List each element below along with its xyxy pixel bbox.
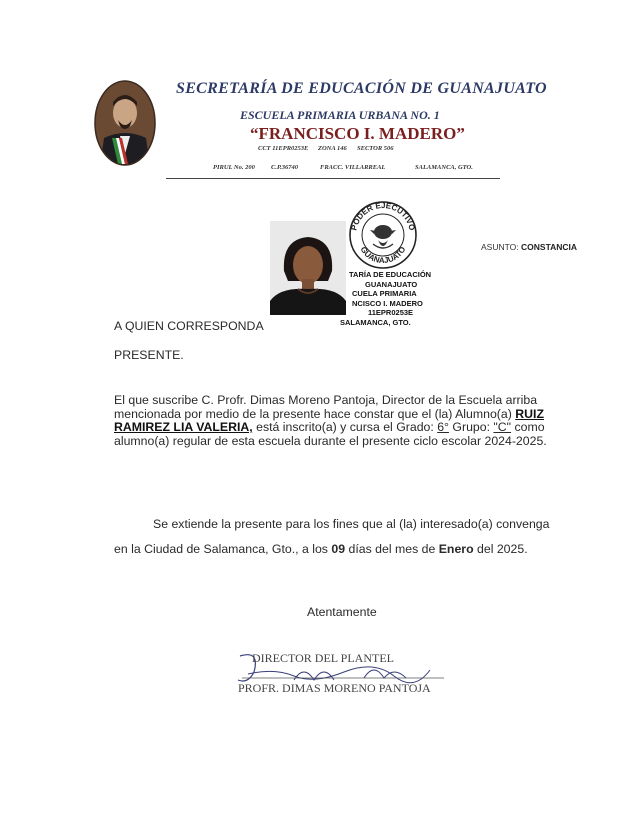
header-secretaria: SECRETARÍA DE EDUCACIÓN DE GUANAJUATO <box>176 80 547 97</box>
header-address-cp: C.P.36740 <box>271 164 298 171</box>
closing-line-1: Se extiende la presente para los fines que al (la) interesado(a) convenga <box>153 517 550 531</box>
seal-bottom-text: GUANAJUATO <box>358 245 408 266</box>
signer-name: PROFR. DIMAS MORENO PANTOJA <box>238 681 431 695</box>
presente: PRESENTE. <box>114 348 184 362</box>
school-stamp <box>340 270 432 327</box>
body-intro: El que suscribe C. Profr. Dimas Moreno Pantoja, Director de la Escuela arriba mencionada por medio de la presente hace constar que el (la) Alumno(a) <box>114 393 538 421</box>
header-zona: ZONA 146 <box>318 145 347 152</box>
subject-value: CONSTANCIA <box>521 242 578 252</box>
header-school: ESCUELA PRIMARIA URBANA NO. 1 <box>240 108 440 122</box>
stamp-line: SALAMANCA, GTO. <box>340 317 411 327</box>
group-value: "C" <box>493 420 512 434</box>
body-group-text: Grupo: <box>452 420 490 434</box>
closing-year: del 2025. <box>477 542 528 556</box>
stamp-line: CUELA PRIMARIA <box>352 289 417 298</box>
official-seal <box>348 200 418 270</box>
closing-days-text: días del mes de <box>348 542 436 556</box>
subject-line <box>481 242 577 252</box>
seal-ring-text: PODER EJECUTIVO <box>349 200 417 232</box>
grade-value: 6° <box>437 420 449 434</box>
atentamente: Atentamente <box>307 605 377 619</box>
closing-day: 09 <box>331 542 346 556</box>
body-grade-text: está inscrito(a) y cursa el Grado: <box>256 420 434 434</box>
student-photo <box>270 221 346 315</box>
closing-line-2 <box>114 542 528 556</box>
greeting: A QUIEN CORRESPONDA <box>114 319 264 333</box>
body-cycle-text: como alumno(a) regular de esta escuela durante el presente ciclo escolar 2024-2025. <box>114 420 547 448</box>
header-sector: SECTOR 506 <box>357 145 394 152</box>
header-address-street: PIRUL No. 200 <box>213 164 255 171</box>
header-school-name: “FRANCISCO I. MADERO” <box>250 124 465 143</box>
header-cct: CCT 11EPR0253E <box>258 145 309 152</box>
stamp-line: 11EPR0253E <box>368 308 414 317</box>
stamp-line: GUANAJUATO <box>365 279 418 289</box>
subject-label: ASUNTO: <box>481 242 519 252</box>
founder-portrait <box>94 80 156 166</box>
header-divider <box>166 178 500 179</box>
header-address-city: SALAMANCA, GTO. <box>415 164 473 171</box>
student-name: RUIZ RAMIREZ LIA VALERIA, <box>114 406 544 434</box>
stamp-line: TARÍA DE EDUCACIÓN <box>349 270 432 279</box>
closing-month: Enero <box>438 542 474 556</box>
closing-city: en la Ciudad de Salamanca, Gto., a los <box>114 542 328 556</box>
body-paragraph <box>114 394 574 448</box>
signer-title: DIRECTOR DEL PLANTEL <box>252 651 394 665</box>
header-address-fracc: FRACC. VILLARREAL <box>320 164 386 171</box>
stamp-line: NCISCO I. MADERO <box>352 298 423 308</box>
